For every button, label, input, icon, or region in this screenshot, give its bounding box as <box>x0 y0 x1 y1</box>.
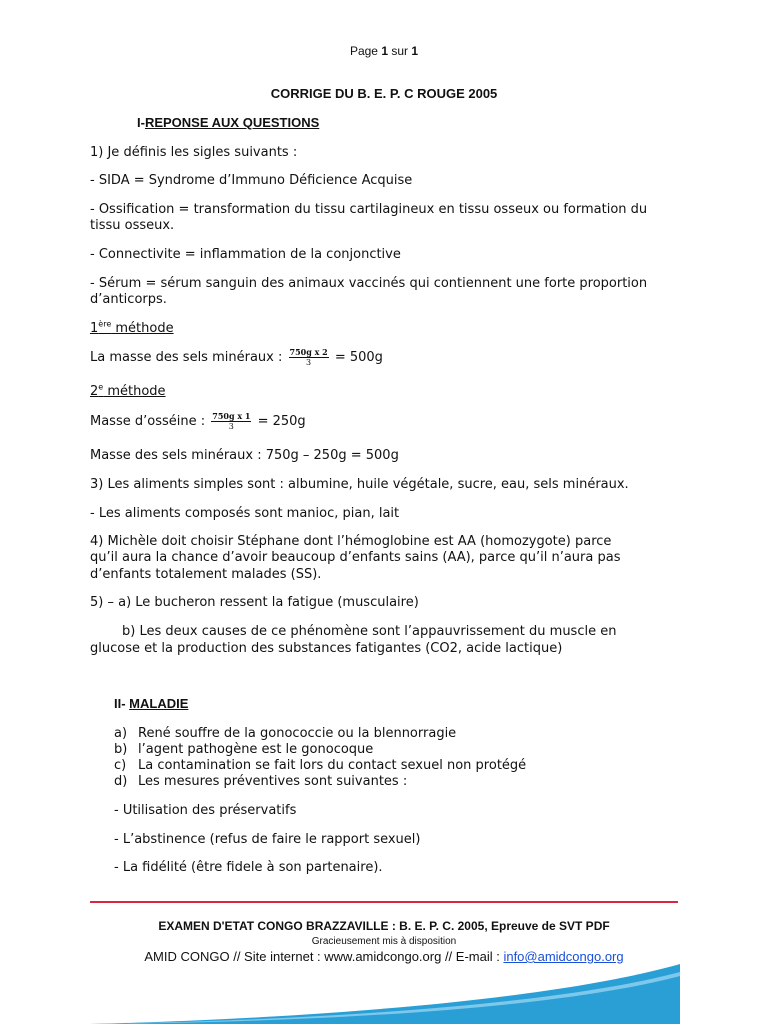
list-item: a) René souffre de la gonococcie ou la blennorragie <box>114 726 457 741</box>
list-item: d) Les mesures préventives sont suivantes : <box>114 774 408 789</box>
q1-ossification-line1: - Ossification = transformation du tissu cartilagineux en tissu osseux ou formation du <box>90 202 648 217</box>
prevention-2: - L’abstinence (refus de faire le rapport sexuel) <box>114 832 421 847</box>
method-1-fraction: $\frac{\text{750g x 2}}{3}$ <box>289 347 328 367</box>
q5-b-line1: b) Les deux causes de ce phénomène sont l’appauvrissement du muscle en <box>122 624 617 639</box>
prevention-1: - Utilisation des préservatifs <box>114 803 297 818</box>
q1-sida: - SIDA = Syndrome d’Immuno Déficience Acquise <box>90 173 413 188</box>
q4-line1: 4) Michèle doit choisir Stéphane dont l’hémoglobine est AA (homozygote) parce <box>90 534 612 549</box>
prevention-3: - La fidélité (être fidele à son partenaire). <box>114 860 383 875</box>
footer-email-link[interactable]: info@amidcongo.org <box>503 949 624 964</box>
q4-line3: d’enfants totalement malades (SS). <box>90 567 322 582</box>
q4-line2: qu’il aura la chance d’avoir beaucoup d’enfants sains (AA), parce qu’il n’aura pas <box>90 550 621 565</box>
page-number: 1 <box>381 44 388 58</box>
document-title: CORRIGE DU B. E. P. C ROUGE 2005 <box>270 86 498 101</box>
method-2-heading: 2e méthode <box>90 382 166 399</box>
q1-intro: 1) Je définis les sigles suivants : <box>90 145 298 160</box>
q1-serum-line2: d’anticorps. <box>90 292 167 307</box>
footer-title: EXAMEN D'ETAT CONGO BRAZZAVILLE : B. E. P. C. 2005, Epreuve de SVT PDF <box>158 919 610 933</box>
footer-divider <box>90 901 678 903</box>
method-2-formula: Masse d’osséine : $\frac{\text{750g x 1}}{3}$ = 250g <box>90 411 306 431</box>
page-total: 1 <box>411 44 419 58</box>
q5-b-line2: glucose et la production des substances fatigantes (CO2, acide lactique) <box>90 641 563 656</box>
q1-ossification-line2: tissu osseux. <box>90 218 175 233</box>
q3-simple: 3) Les aliments simples sont : albumine, huile végétale, sucre, eau, sels minéraux. <box>90 477 629 492</box>
section-2-heading: II- MALADIE <box>114 696 189 711</box>
section-1-heading: I-REPONSE AUX QUESTIONS <box>137 115 320 130</box>
method-1-heading: 1ère méthode <box>90 319 174 336</box>
method-2-line2: Masse des sels minéraux : 750g – 250g = 500g <box>90 448 399 463</box>
footer-subtitle: Gracieusement mis à disposition <box>311 936 457 947</box>
q3-compose: - Les aliments composés sont manioc, pian, lait <box>90 506 400 521</box>
q5-a: 5) – a) Le bucheron ressent la fatigue (musculaire) <box>90 595 419 610</box>
footer-swoosh-decoration <box>0 960 768 1024</box>
page-header: Page 1 sur 1 <box>349 44 419 58</box>
q1-connectivite: - Connectivite = inflammation de la conjonctive <box>90 247 401 262</box>
q1-serum-line1: - Sérum = sérum sanguin des animaux vaccinés qui contiennent une forte proportion <box>90 276 648 291</box>
method-1-formula: La masse des sels minéraux : $\frac{\text{750g x 2}}{3}$ = 500g <box>90 347 383 367</box>
list-item: c) La contamination se fait lors du contact sexuel non protégé <box>114 758 527 773</box>
list-item: b) l’agent pathogène est le gonocoque <box>114 742 374 757</box>
footer-contact: AMID CONGO // Site internet : www.amidcongo.org // E-mail : info@amidcongo.org <box>144 949 624 964</box>
method-2-fraction: $\frac{\text{750g x 1}}{3}$ <box>212 411 251 431</box>
